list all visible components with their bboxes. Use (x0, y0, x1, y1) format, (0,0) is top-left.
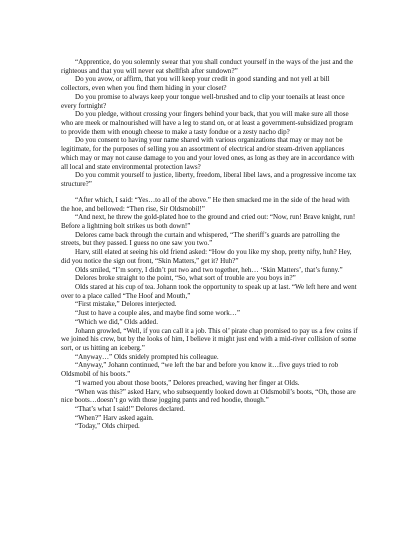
paragraph: Delores broke straight to the point, “So, what sort of trouble are you boys in?” (75, 274, 296, 283)
paragraph: “When was this?” asked Harv, who subsequently looked down at Oldsmobil’s boots, “Oh, those are nice boots…doesn’t go with those jogging pants and red hoodie, though.” (61, 387, 356, 405)
paragraph: Olds stared at his cup of tea. Johann took the opportunity to speak up at last. “We left here and went over to a place called “The Hoof and Mouth,” (61, 282, 357, 300)
paragraph: “I warned you about those boots,” Delores preached, waving her finger at Olds. (75, 378, 300, 387)
section-oath (61, 58, 359, 189)
paragraph: Do you avow, or affirm, that you will keep your credit in good standing and not yell at bill collectors, even when you find them hiding in your closet? (61, 75, 330, 93)
paragraph: “First mistake,” Delores interjected. (75, 300, 177, 309)
paragraph: Olds smiled, “I’m sorry, I didn’t put two and two together, heh… ‘Skin Matters’, that’s funny.” (75, 265, 343, 274)
paragraph: “Just to have a couple ales, and maybe find some work…” (75, 309, 240, 318)
paragraph: Harv, still elated at seeing his old friend asked: “How do you like my shop, pretty nifty, huh? Hey, did you notice the sign out front, “Skin Matters,” get it? Huh?” (61, 248, 352, 265)
paragraph: “After which, I said: “Yes…to all of the above.” He then smacked me in the side of the head with the hoe, and bellowed: “Then rise, Sir Oldsmobil!” (61, 195, 350, 213)
paragraph: “Apprentice, do you solemnly swear that you shall conduct yourself in the ways of the just and the righteous and that you will never eat shellfish after sundown?” (61, 58, 353, 75)
paragraph: “Which we did,” Olds added. (75, 317, 158, 326)
paragraph: Do you commit yourself to justice, liberty, freedom, liberal libel laws, and a progressive income tax structure?” (61, 171, 357, 189)
paragraph: Do you consent to having your name shared with various organizations that may or may not be legitimate, for the purposes of selling you an assortment of electrical and/or steam-driven appliances which may or may not cause damage to you and your loved ones, as long as they are in accordance with all local and state environmental protection laws? (61, 136, 355, 171)
paragraph: Do you promise to always keep your tongue well-brushed and to clip your toenails at least once every fortnight? (61, 92, 345, 110)
paragraph: “Today,” Olds chirped. (75, 422, 140, 431)
paragraph: “When?” Harv asked again. (75, 413, 154, 422)
section-dialogue (61, 196, 359, 431)
paragraph: Johann growled, “Well, if you can call it a job. This ol’ pirate chap promised to pay us a few coins if we joined his crew, but by the looks of him, I believe it might just end with a mid-river collision of some sort, or us hitting an iceberg.” (61, 326, 358, 352)
paragraph: Do you pledge, without crossing your fingers behind your back, that you will make sure all those who are meek or malnourished will have a leg to stand on, or at least a government-subsidized program to provide them with enough cheese to make a tasty fondue or a zesty nacho dip? (61, 110, 353, 136)
section-break (61, 189, 359, 196)
paragraph: “That’s what I said!” Delores declared. (75, 405, 185, 414)
paragraph: Delores came back through the curtain and whispered, “The sheriff’s guards are patrolling the streets, but they passed. I guess no one saw you two.” (61, 230, 340, 248)
paragraph: “Anyway,” Johann continued, “we left the bar and before you know it…five guys tried to rob Oldsmobil of his boots.” (61, 361, 339, 379)
paragraph: “Anyway…” Olds snidely prompted his colleague. (75, 352, 219, 361)
paragraph: “And next, he threw the gold-plated hoe to the ground and cried out: “Now, run! Brave knight, run! Before a lightning bolt strikes us both down!” (61, 213, 356, 230)
